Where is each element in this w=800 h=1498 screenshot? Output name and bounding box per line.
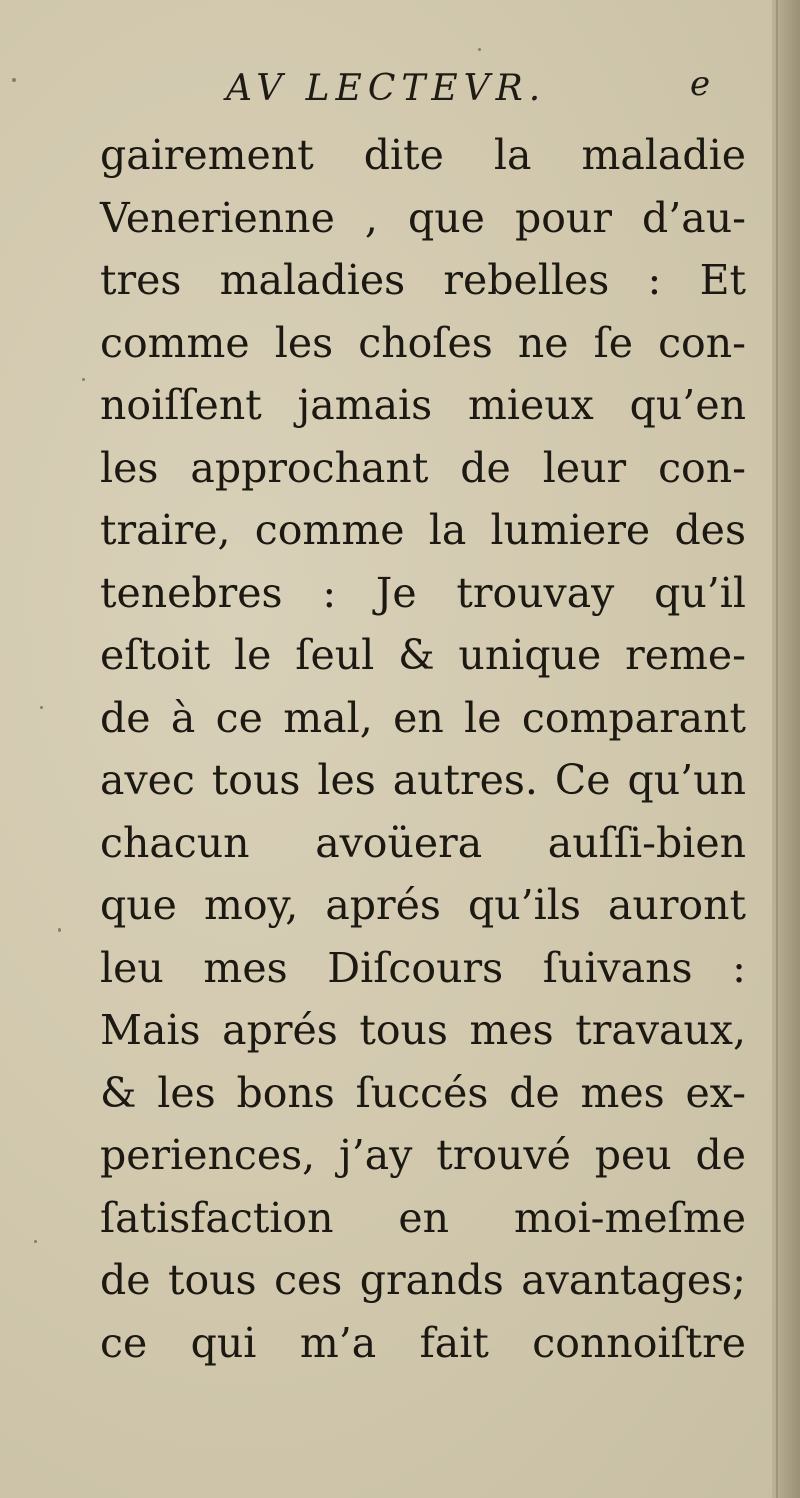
paper-speck: [34, 1240, 37, 1243]
text-line: noiſſent jamais mieux qu’en: [100, 381, 746, 429]
text-line: Venerienne , que pour d’au-: [100, 193, 746, 242]
page-signature-mark: e: [690, 64, 711, 104]
body-text: [100, 124, 746, 1374]
text-line: Mais aprés tous mes travaux,: [100, 1006, 746, 1054]
text-line: que moy, aprés qu’ils auront: [100, 881, 746, 929]
gutter-edge-line: [776, 0, 778, 1498]
text-line: les approchant de leur con-: [100, 443, 746, 492]
text-line: ſatisfaction en moi-meſme: [100, 1193, 746, 1242]
text-line: leu mes Diſcours ſuivans :: [100, 943, 746, 992]
text-line: gairement dite la maladie: [100, 131, 746, 179]
paper-speck: [58, 928, 61, 932]
text-line: comme les choſes ne ſe con-: [100, 318, 746, 367]
text-line: traire, comme la lumiere des: [100, 506, 746, 554]
running-head: AV LECTEVR.: [226, 68, 547, 109]
text-line: periences, j’ay trouvé peu de: [100, 1131, 746, 1179]
text-line: avec tous les autres. Ce qu’un: [100, 756, 746, 804]
text-line: tres maladies rebelles : Et: [100, 256, 746, 304]
text-line: tenebres : Je trouvay qu’il: [100, 568, 746, 617]
text-line: & les bons ſuccés de mes ex-: [100, 1068, 746, 1117]
text-line: de à ce mal, en le comparant: [100, 693, 746, 742]
text-line: chacun avoüera auſſi-bien: [100, 818, 746, 867]
paper-speck: [478, 48, 481, 51]
text-line: eſtoit le ſeul & unique reme-: [100, 631, 746, 679]
paper-speck: [40, 706, 43, 709]
text-line: ce qui m’a fait connoiſtre: [100, 1318, 746, 1367]
text-line: de tous ces grands avantages;: [100, 1256, 746, 1304]
paper-speck: [82, 378, 85, 381]
page-header: [0, 64, 800, 118]
